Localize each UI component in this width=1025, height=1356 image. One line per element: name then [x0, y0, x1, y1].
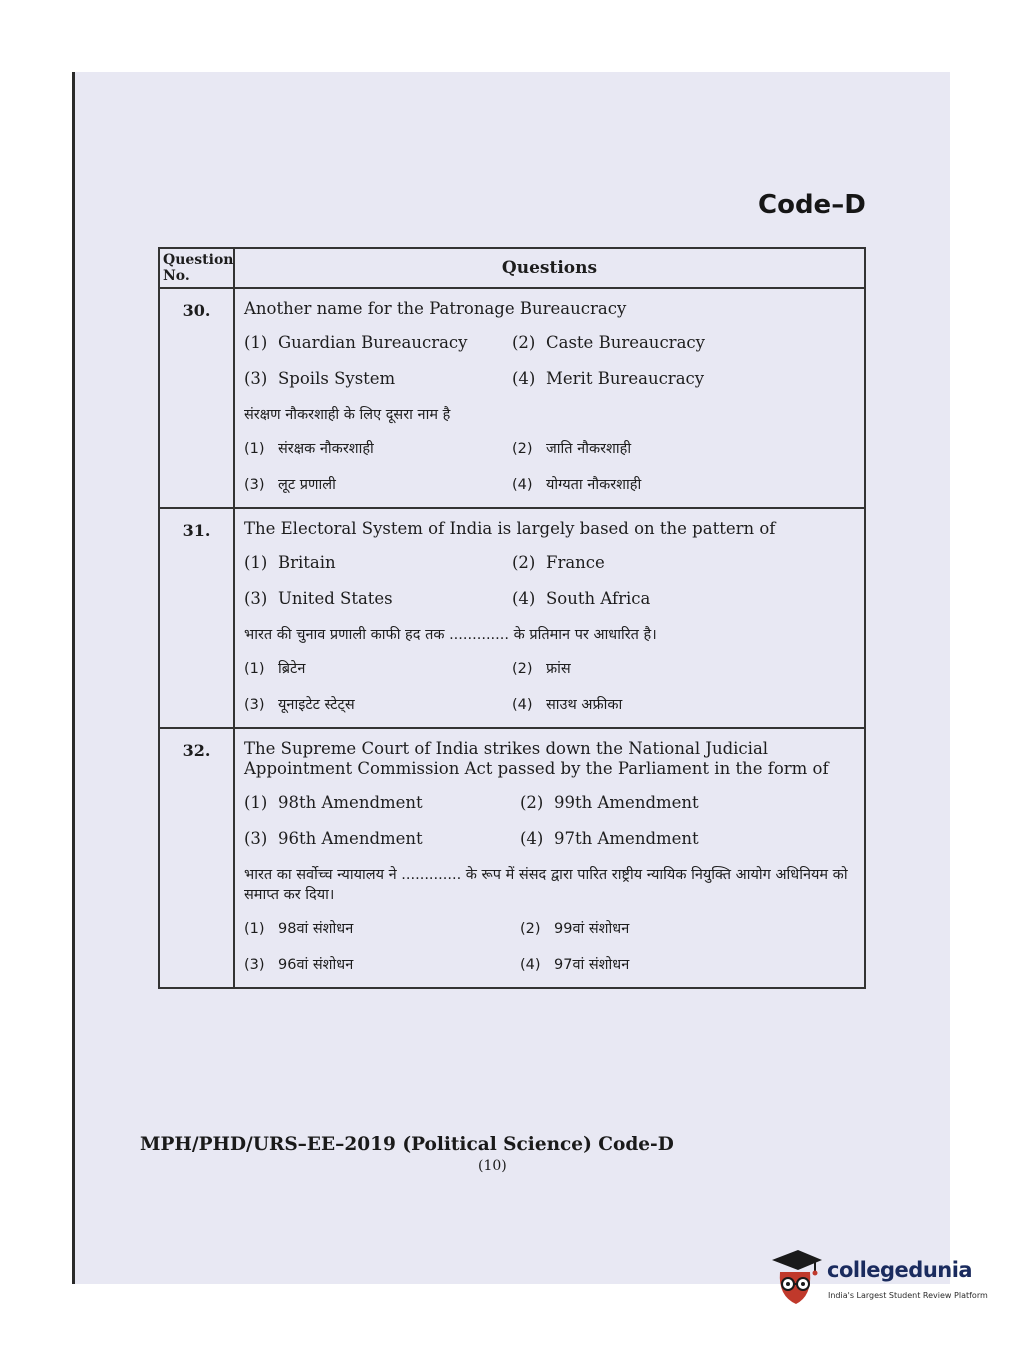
- option: [512, 589, 854, 609]
- option: [244, 829, 520, 849]
- question-text-hi: भारत का सर्वोच्च न्यायालय ने ............. के रूप में संसद द्वारा पारित राष्ट्रीय न्यायिक नियुक्ति आयोग अधिनियम को समाप्त कर दिया।: [244, 867, 848, 903]
- option-number: (3): [244, 369, 268, 388]
- option-text: संरक्षक नौकरशाही: [278, 441, 374, 457]
- option-text: 99वां संशोधन: [554, 921, 630, 937]
- option-number: (1): [244, 553, 268, 572]
- options-hi: [244, 439, 854, 495]
- option-number: (3): [244, 697, 265, 713]
- option-number: (2): [512, 661, 533, 677]
- options-en: [244, 553, 854, 609]
- option: [244, 659, 512, 679]
- option-number: (2): [512, 333, 536, 352]
- option-text: Britain: [278, 553, 336, 572]
- option: [512, 695, 854, 715]
- table-header-row: [159, 248, 865, 288]
- option-number: (1): [244, 661, 265, 677]
- question-number: 31.: [159, 508, 234, 728]
- question-body: [234, 728, 865, 988]
- question-row: [159, 728, 865, 988]
- question-row: [159, 288, 865, 508]
- option-text: Merit Bureaucracy: [546, 369, 705, 388]
- question-body: [234, 508, 865, 728]
- option: [244, 439, 512, 459]
- question-number: 32.: [159, 728, 234, 988]
- option: [520, 793, 854, 813]
- question-no-header: Question No.: [159, 248, 234, 288]
- option-text: ब्रिटेन: [278, 661, 306, 677]
- option-number: (4): [512, 589, 536, 608]
- option-number: (1): [244, 921, 265, 937]
- question-text-en: The Electoral System of India is largely based on the pattern of: [244, 519, 776, 538]
- option-number: (2): [520, 921, 541, 937]
- option: [244, 793, 520, 813]
- question-number: 30.: [159, 288, 234, 508]
- option-text: United States: [278, 589, 393, 608]
- option-text: 96th Amendment: [278, 829, 423, 848]
- option-text: South Africa: [546, 589, 651, 608]
- questions-table: [158, 247, 866, 989]
- option: [244, 695, 512, 715]
- option: [520, 919, 854, 939]
- option-number: (3): [244, 829, 268, 848]
- option-text: 98वां संशोधन: [278, 921, 354, 937]
- option: [512, 439, 854, 459]
- option-text: साउथ अफ्रीका: [546, 697, 623, 713]
- option-text: Caste Bureaucracy: [546, 333, 705, 352]
- option: [520, 955, 854, 975]
- question-row: [159, 508, 865, 728]
- option: [512, 475, 854, 495]
- option-text: 97वां संशोधन: [554, 957, 630, 973]
- option-text: लूट प्रणाली: [278, 477, 336, 493]
- paper-footer: MPH/PHD/URS–EE–2019 (Political Science) Code-D: [140, 1134, 674, 1155]
- option: [244, 333, 512, 353]
- option-number: (2): [520, 793, 544, 812]
- option-number: (3): [244, 477, 265, 493]
- option-text: France: [546, 553, 605, 572]
- question-text-hi: भारत की चुनाव प्रणाली काफी हद तक ............. के प्रतिमान पर आधारित है।: [244, 627, 657, 643]
- option-number: (1): [244, 793, 268, 812]
- brand-logo: [768, 1248, 994, 1318]
- option: [512, 659, 854, 679]
- option: [244, 955, 520, 975]
- option-number: (3): [244, 589, 268, 608]
- option: [512, 333, 854, 353]
- options-en: [244, 793, 854, 849]
- option: [244, 589, 512, 609]
- option-text: Guardian Bureaucracy: [278, 333, 468, 352]
- option: [520, 829, 854, 849]
- option-number: (2): [512, 441, 533, 457]
- option-number: (3): [244, 957, 265, 973]
- option-number: (4): [512, 477, 533, 493]
- option-text: 99th Amendment: [554, 793, 699, 812]
- option-text: फ्रांस: [546, 661, 571, 677]
- option-number: (4): [520, 829, 544, 848]
- option-number: (4): [512, 697, 533, 713]
- questions-header: Questions: [234, 248, 865, 288]
- option-text: 98th Amendment: [278, 793, 423, 812]
- option-text: यूनाइटेट स्टेट्स: [278, 697, 355, 713]
- options-en: [244, 333, 854, 389]
- option-text: जाति नौकरशाही: [546, 441, 632, 457]
- option: [244, 369, 512, 389]
- options-hi: [244, 919, 854, 975]
- option-text: 96वां संशोधन: [278, 957, 354, 973]
- option-number: (4): [512, 369, 536, 388]
- question-text-hi: संरक्षण नौकरशाही के लिए दूसरा नाम है: [244, 407, 451, 423]
- option-text: 97th Amendment: [554, 829, 699, 848]
- option: [244, 475, 512, 495]
- option-text: Spoils System: [278, 369, 396, 388]
- options-hi: [244, 659, 854, 715]
- brand-name: collegedunia: [827, 1258, 973, 1282]
- code-label: Code–D: [758, 190, 866, 220]
- option: [244, 919, 520, 939]
- brand-tagline: India's Largest Student Review Platform: [828, 1291, 988, 1300]
- option-number: (4): [520, 957, 541, 973]
- option: [512, 553, 854, 573]
- option-number: (1): [244, 333, 268, 352]
- graduate-mascot-icon: [768, 1248, 824, 1308]
- option: [512, 369, 854, 389]
- option: [244, 553, 512, 573]
- page-number: (10): [478, 1158, 507, 1174]
- option-number: (2): [512, 553, 536, 572]
- option-text: योग्यता नौकरशाही: [546, 477, 642, 493]
- question-text-en: The Supreme Court of India strikes down the National Judicial Appointment Commission Act passed by the Parliament in the form of: [244, 739, 829, 778]
- option-number: (1): [244, 441, 265, 457]
- question-text-en: Another name for the Patronage Bureaucracy: [244, 299, 627, 318]
- question-body: [234, 288, 865, 508]
